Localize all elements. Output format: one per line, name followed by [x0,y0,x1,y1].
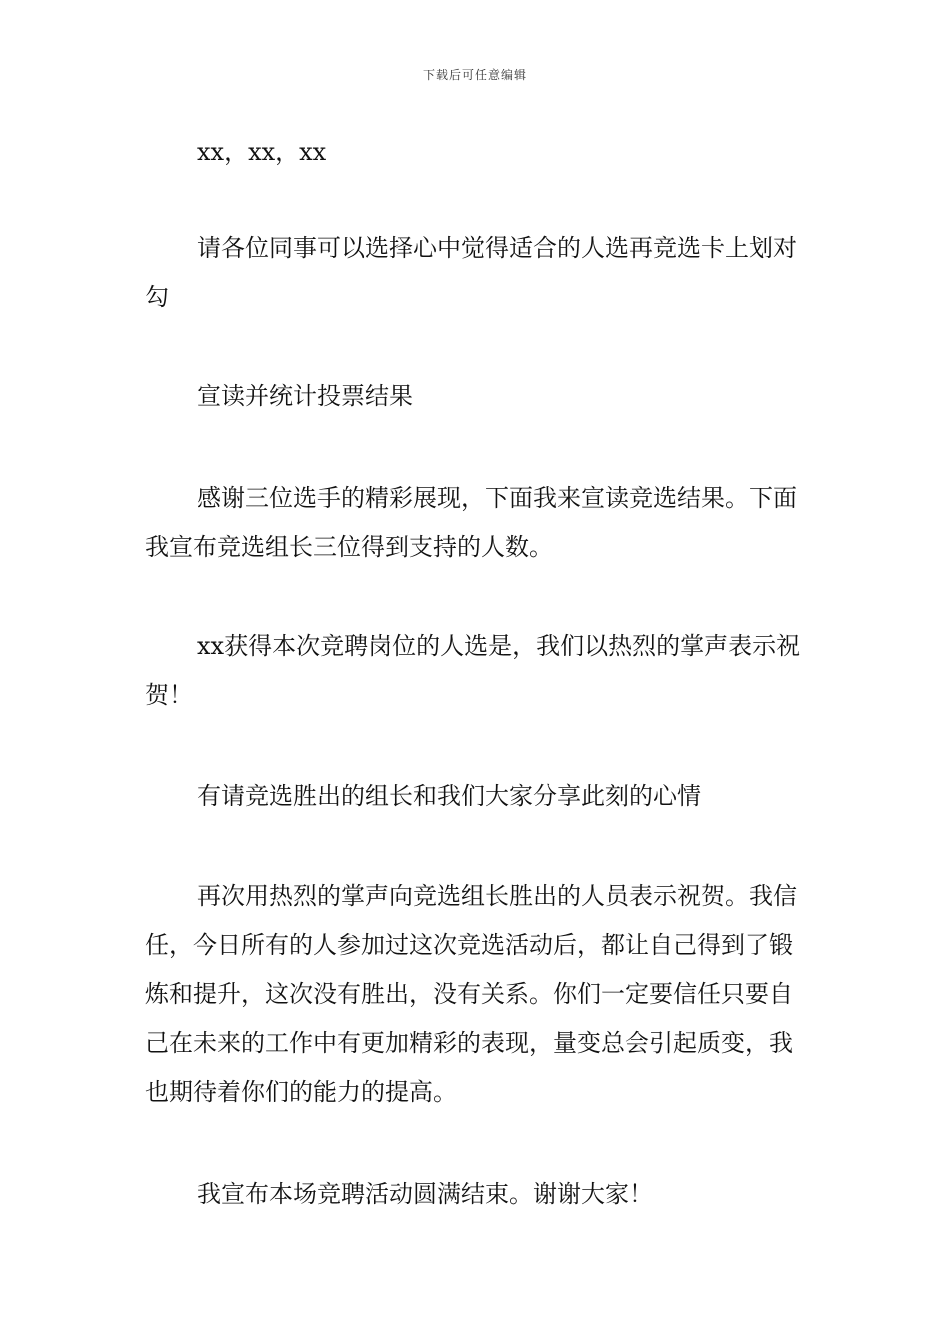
paragraph-voting-instruction: 请各位同事可以选择心中觉得适合的人选再竞选卡上划对勾 [145,234,797,311]
paragraph-closing: 我宣布本场竞聘活动圆满结束。谢谢大家！ [197,1180,653,1208]
paragraph-winner: xx获得本次竞聘岗位的人选是，我们以热烈的掌声表示祝贺！ [145,632,801,709]
paragraph-announce-results: 宣读并统计投票结果 [197,382,413,410]
header-note: 下载后可任意编辑 [422,68,527,82]
paragraph-congratulations: 再次用热烈的掌声向竞选组长胜出的人员表示祝贺。我信任，今日所有的人参加过这次竞选活动后，都让自己得到了锻炼和提升，这次没有胜出，没有关系。你们一定要信任只要自己在未来的工作中有更加精彩的表现，量变总会引起质变，我也期待着你们的能力的提高。 [145,882,797,1106]
paragraph-invite-speech: 有请竞选胜出的组长和我们大家分享此刻的心情 [197,782,701,810]
paragraph-thanks: 感谢三位选手的精彩展现，下面我来宣读竞选结果。下面我宣布竞选组长三位得到支持的人数。 [145,484,797,561]
paragraph-names: xx，xx，xx [197,138,327,166]
